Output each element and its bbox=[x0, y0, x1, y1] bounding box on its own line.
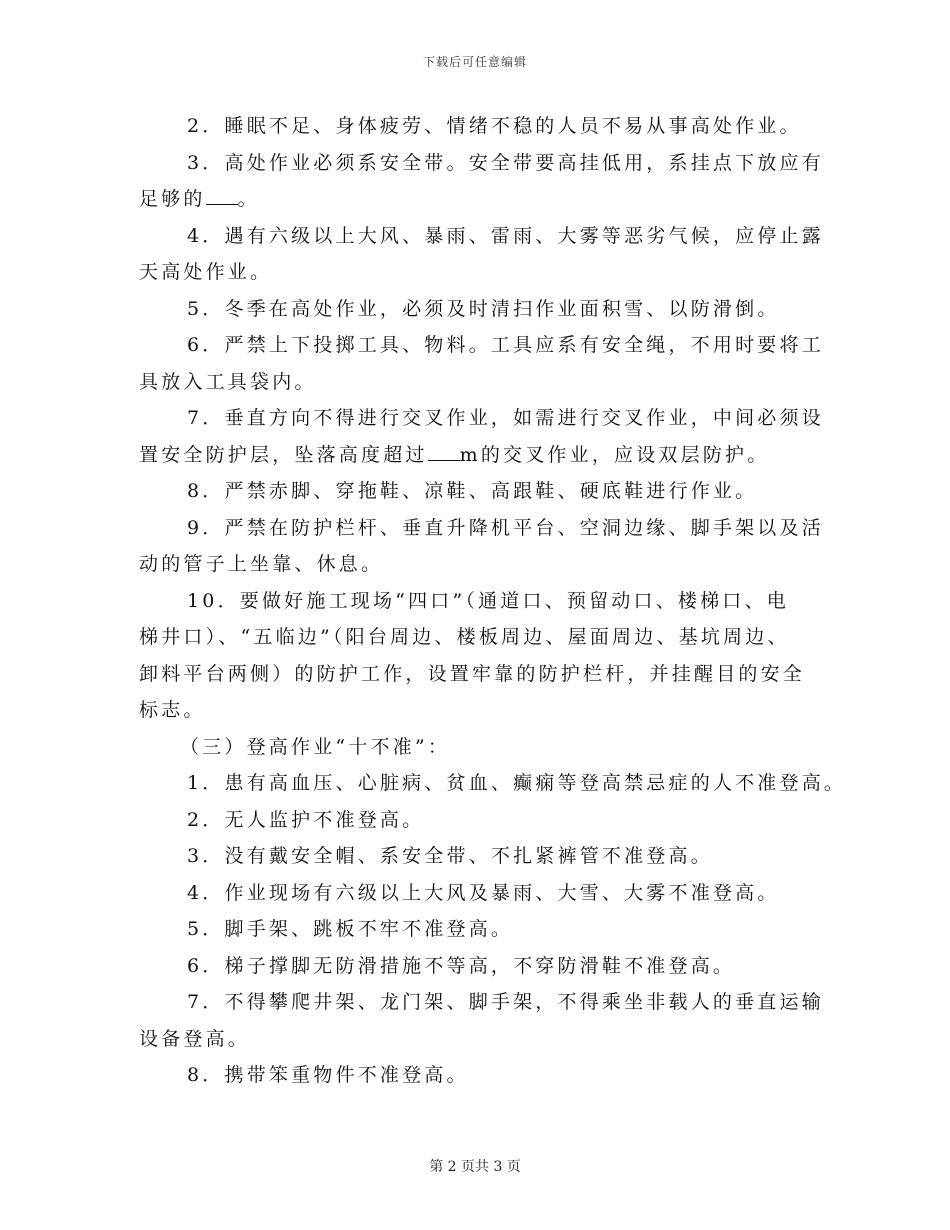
text-line: 4．遇有六级以上大风、暴雨、雷雨、大雾等恶劣气候，应停止露 bbox=[187, 224, 824, 247]
text-line: 卸料平台两侧）的防护工作，设置牢靠的防护栏杆，并挂醒目的安全 bbox=[139, 662, 806, 685]
text-line: 6．严禁上下投掷工具、物料。工具应系有安全绳，不用时要将工 bbox=[187, 334, 824, 356]
text-line: 梯井口）、“五临边”（阳台周边、楼板周边、屋面周边、基坑周边、 bbox=[139, 626, 790, 648]
fill-in-blank bbox=[206, 184, 238, 205]
text-line: 具放入工具袋内。 bbox=[139, 370, 317, 393]
text-line: 8．严禁赤脚、穿拖鞋、凉鞋、高跟鞋、硬底鞋进行作业。 bbox=[187, 480, 758, 502]
document-body bbox=[139, 108, 847, 1094]
line-text-before-blank: 置安全防护层，坠落高度超过 bbox=[139, 443, 428, 466]
text-line: 设备登高。 bbox=[139, 1027, 251, 1050]
text-line: 天高处作业。 bbox=[139, 261, 273, 283]
text-line: 9．严禁在防护栏杆、垂直升降机平台、空洞边缘、脚手架以及活 bbox=[187, 516, 824, 539]
text-line: 2．睡眠不足、身体疲劳、情绪不稳的人员不易从事高处作业。 bbox=[187, 115, 802, 137]
text-line: 1．患有高血压、心脏病、贫血、癫痫等登高禁忌症的人不准登高。 bbox=[187, 772, 847, 794]
fill-in-blank bbox=[428, 440, 460, 461]
page-footer: 第 2 页共 3 页 bbox=[429, 1159, 521, 1175]
text-line: 8．携带笨重物件不准登高。 bbox=[187, 1064, 469, 1086]
text-line: 动的管子上坐靠、休息。 bbox=[139, 553, 384, 575]
text-line: 4．作业现场有六级以上大风及暴雨、大雪、大雾不准登高。 bbox=[187, 881, 780, 904]
text-line: 7．垂直方向不得进行交叉作业，如需进行交叉作业，中间必须设 bbox=[187, 407, 824, 429]
text-line: 2．无人监护不准登高。 bbox=[187, 808, 425, 831]
text-line: 3．没有戴安全帽、系安全带、不扎紧裤管不准登高。 bbox=[187, 845, 713, 867]
text-line: 7．不得攀爬井架、龙门架、脚手架，不得乘坐非载人的垂直运输 bbox=[187, 991, 824, 1013]
text-line: 5．脚手架、跳板不牢不准登高。 bbox=[187, 918, 514, 940]
text-line: 5．冬季在高处作业，必须及时清扫作业面积雪、以防滑倒。 bbox=[187, 297, 780, 320]
text-line: 10．要做好施工现场“四口”（通道口、预留动口、楼梯口、电 bbox=[187, 589, 789, 612]
line-text-after-blank: m的交叉作业，应设双层防护。 bbox=[459, 443, 770, 466]
text-line bbox=[139, 437, 819, 474]
page-header: 下载后可任意编辑 bbox=[422, 55, 527, 69]
line-text-before-blank: 足够的 bbox=[139, 188, 206, 210]
line-text-after-blank: 。 bbox=[237, 188, 260, 210]
text-line: （三）登高作业“十不准”： bbox=[180, 735, 451, 758]
text-line: 6．梯子撑脚无防滑措施不等高，不穿防滑鞋不准登高。 bbox=[187, 954, 736, 977]
text-line bbox=[139, 181, 819, 218]
text-line: 3．高处作业必须系安全带。安全带要高挂低用，系挂点下放应有 bbox=[187, 151, 824, 174]
text-line: 标志。 bbox=[139, 699, 206, 721]
